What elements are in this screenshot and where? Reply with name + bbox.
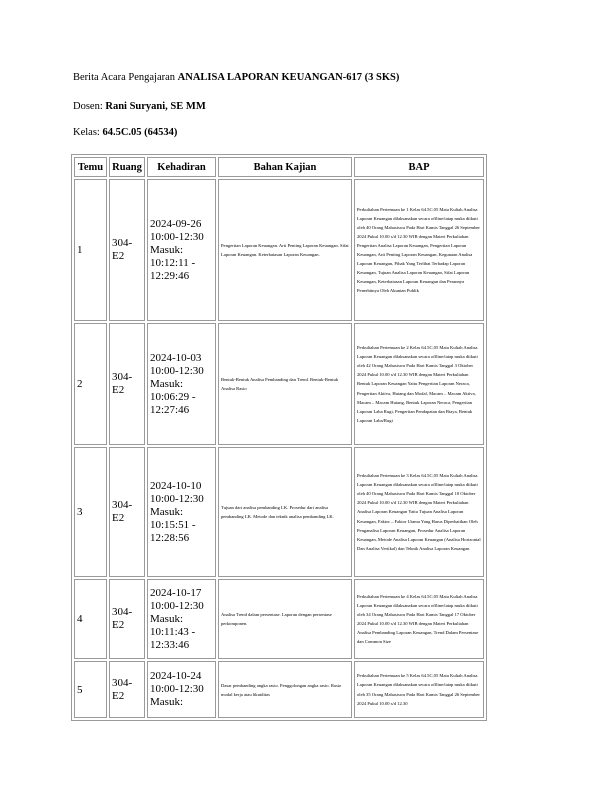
- cell-ruang: [109, 179, 145, 321]
- cell-bap: Perkuliahan Pertemuan ke 1 Kelas 64.5C.05 Mata Kuliah Analisa Laporan Keuangan dilaksanakan secara offline/tatap muka diikuti oleh 40 Orang Mahasiswa Pada Hari Kamis Tanggal 26 September 2024 Pukul 10.00 s/d 12.30 WIB dengan Materi Perkuliahan Pengertian Analisa Laporan Keuangan, Pengertian Laporan Keuangan, Arti Penting Laporan Keuangan, Kegunaan Analisa Laporan Keuangan, Pihak Yang Terlibat Terhadap Laporan Keuangan, Tujuan Analisa Laporan Keuangan, Sifat Laporan Keuangan, Keterbatasan Laporan Keuangan dan Perannya Penerbitnya Oleh Akuntan Publik: [354, 179, 484, 321]
- kehadiran-text: 2024-10-17 10:00-12:30 Masuk: 10:11:43 - 12:33:46: [150, 586, 204, 651]
- cell-temu: 4: [74, 579, 107, 659]
- cell-kehadiran: [147, 579, 216, 659]
- cell-bap: Perkuliahan Pertemuan ke 5 Kelas 64.5C.05 Mata Kuliah Analisa Laporan Keuangan dilaksanakan secara offline/tatap muka diikuti oleh 35 Orang Mahasiswa Pada Hari Kamis Tanggal 26 September 2024 Pukul 10.00 s/d 12.30: [354, 661, 484, 718]
- bap-table: [71, 154, 487, 721]
- ruang-text: 304- E2: [112, 371, 133, 396]
- lecturer-line: [73, 101, 206, 112]
- cell-kehadiran: [147, 447, 216, 577]
- table-header-row: [74, 157, 484, 177]
- cell-bap: Perkuliahan Pertemuan ke 3 Kelas 64.5C.05 Mata Kuliah Analisa Laporan Keuangan dilaksanakan secara offline/tatap muka diikuti oleh 40 Orang Mahasiswa Pada Hari Kamis Tanggal 10 Oktober 2024 Pukul 10.00 s/d 12.30 WIB dengan Materi Perkuliahan Analisa Laporan Keuangan Yaitu Tujuan Analisa Laporan Keuangan, Faktor – Faktor Utama Yang Harus Diperhatikan Oleh Penganalisa Laporan Keuangan, Prosedur Analisa Laporan Keuangan, Metode Analisa Laporan Keuangan (Analisa Horizontal Dan Analisa Vertikal) dan Teknik Analisa Laporan Keuangan: [354, 447, 484, 577]
- ruang-text: 304- E2: [112, 499, 133, 524]
- class-label: Kelas:: [73, 127, 100, 138]
- col-bap: BAP: [354, 157, 484, 177]
- cell-ruang: [109, 579, 145, 659]
- cell-ruang: [109, 447, 145, 577]
- table-row: [74, 661, 484, 718]
- report-title: [73, 72, 399, 83]
- table-row: [74, 579, 484, 659]
- col-temu: Temu: [74, 157, 107, 177]
- kehadiran-text: 2024-10-03 10:00-12:30 Masuk: 10:06:29 - 12:27:46: [150, 351, 204, 416]
- cell-kehadiran: [147, 661, 216, 718]
- cell-kehadiran: [147, 323, 216, 445]
- cell-ruang: [109, 661, 145, 718]
- table-row: [74, 447, 484, 577]
- cell-temu: 2: [74, 323, 107, 445]
- col-ruang: Ruang: [109, 157, 145, 177]
- cell-temu: 5: [74, 661, 107, 718]
- ruang-text: 304- E2: [112, 606, 133, 631]
- cell-bahan-kajian: Dasar pembanding angka rasio. Penggolongan angka rasio. Rasio modal kerja atau likuiditas: [218, 661, 352, 718]
- title-prefix: Berita Acara Pengajaran: [73, 72, 176, 83]
- kehadiran-text: 2024-10-10 10:00-12:30 Masuk: 10:15:51 - 12:28:56: [150, 479, 204, 544]
- table-row: [74, 179, 484, 321]
- kehadiran-text: 2024-10-24 10:00-12:30 Masuk:: [150, 670, 204, 708]
- cell-bahan-kajian: Analisa Trend dalam persentase. Laporan dengan persentase perkomponen.: [218, 579, 352, 659]
- class-code: 64.5C.05 (64534): [102, 127, 178, 138]
- kehadiran-text: 2024-09-26 10:00-12:30 Masuk: 10:12:11 - 12:29:46: [150, 217, 204, 282]
- cell-ruang: [109, 323, 145, 445]
- cell-temu: 3: [74, 447, 107, 577]
- lecturer-label: Dosen:: [73, 101, 103, 112]
- ruang-text: 304- E2: [112, 676, 133, 702]
- cell-bahan-kajian: Bentuk-Bentuk Analisa Pembanding dan Trend. Bentuk-Bentuk Analisa Rasio: [218, 323, 352, 445]
- cell-bap: Perkuliahan Pertemuan ke 4 Kelas 64.5C.05 Mata Kuliah Analisa Laporan Keuangan dilaksanakan secara offline/tatap muka diikuti oleh 34 Orang Mahasiswa Pada Hari Kamis Tanggal 17 Oktober 2024 Pukul 10.00 s/d 12.30 WIB dengan Materi Perkuliahan Analisa Pembanding Laporan Keuangan, Trend Dalam Persentase dan Common Size: [354, 579, 484, 659]
- ruang-text: 304- E2: [112, 237, 133, 262]
- lecturer-name: Rani Suryani, SE MM: [105, 101, 206, 112]
- class-line: [73, 127, 177, 138]
- cell-bahan-kajian: Tujuan dari analisa pembanding LK. Prosedur dari analisa pembanding LK. Metode dan teknik analisa pembanding LK.: [218, 447, 352, 577]
- col-bahan-kajian: Bahan Kajian: [218, 157, 352, 177]
- cell-kehadiran: [147, 179, 216, 321]
- table-row: [74, 323, 484, 445]
- cell-bap: Perkuliahan Pertemuan ke 2 Kelas 64.5C.05 Mata Kuliah Analisa Laporan Keuangan dilaksanakan secara offline/tatap muka diikuti oleh 42 Orang Mahasiswa Pada Hari Kamis Tanggal 3 Oktober 2024 Pukul 10.00 s/d 12.30 WIB dengan Materi Perkuliahan Bentuk Laporan Keuangan Yaitu Pengertian Laporan Neraca, Pengertian Aktiva, Hutang dan Modal, Macam – Macam Aktiva, Macam – Macam Hutang, Bentuk Laporan Neraca, Pengertian Laporan Laba Rugi, Pengertian Pendapatan dan Biaya, Bentuk Laporan Laba/Rugi: [354, 323, 484, 445]
- course-name: ANALISA LAPORAN KEUANGAN-617 (3 SKS): [177, 72, 400, 83]
- cell-temu: 1: [74, 179, 107, 321]
- cell-bahan-kajian: Pengertian Laporan Keuangan. Arti Penting Laporan Keuangan. Sifat Laporan Keuangan. Keterbatasan Laporan Keuangan.: [218, 179, 352, 321]
- col-kehadiran: Kehadiran: [147, 157, 216, 177]
